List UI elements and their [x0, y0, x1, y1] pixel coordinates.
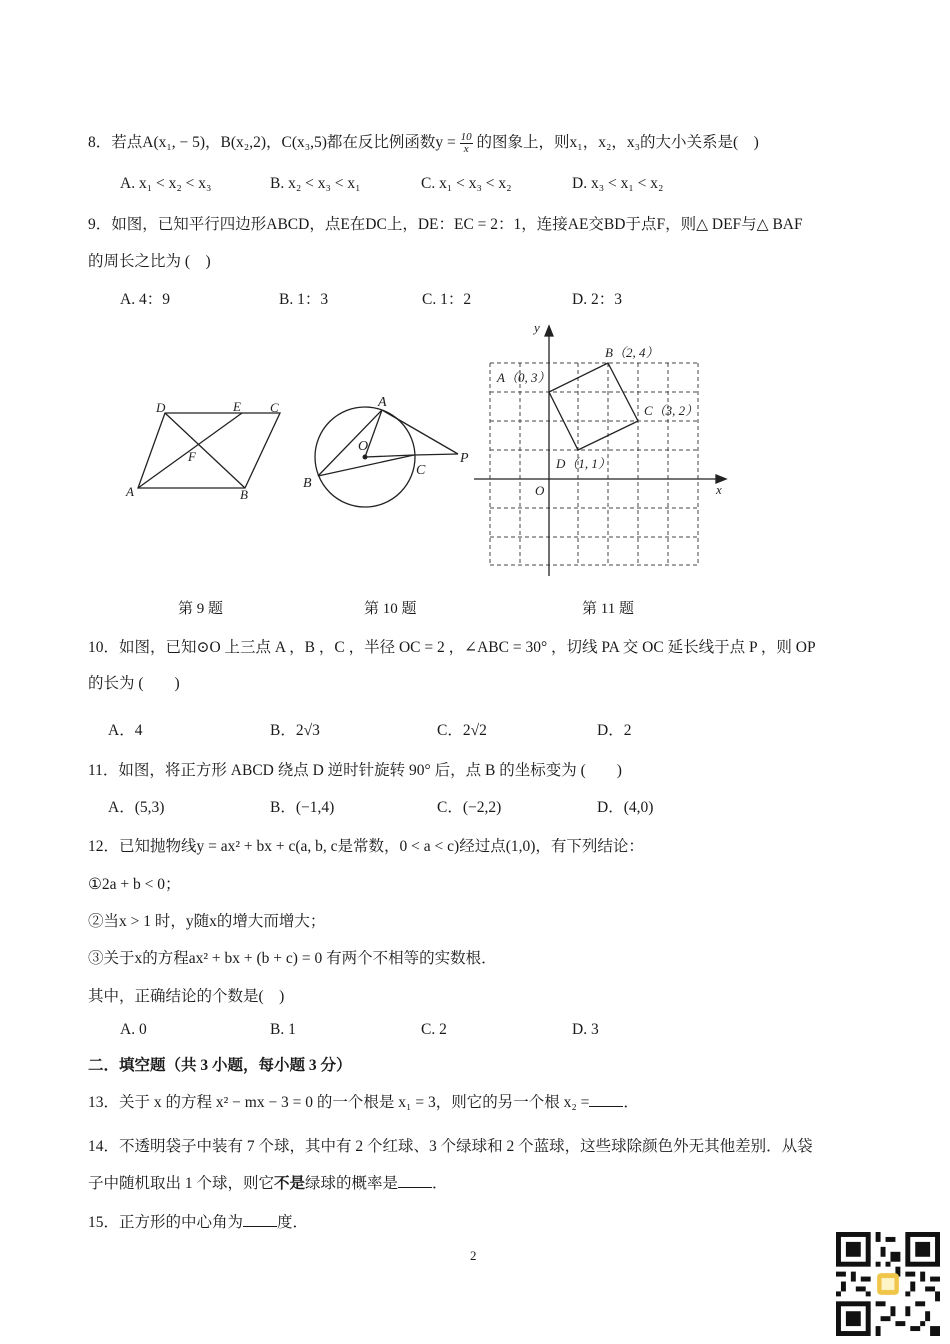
- fig9-label-f: F: [188, 449, 196, 464]
- q9-line1: 9．如图，已知平行四边形ABCD，点E在DC上，DE：EC = 2：1，连接AE交BD于点F，则△ DEF与△ BAF: [88, 216, 803, 233]
- q11-option-b: B．(−1,4): [270, 799, 335, 816]
- q12-conclusion-1: ①2a + b < 0；: [88, 876, 181, 893]
- q8-stem-a: 8．若点A(x₁, − 5)，B(x₂,2)，C(x₃,5)都在反比例函数y =: [88, 134, 456, 151]
- figure-11-coordinate-grid: [470, 318, 740, 583]
- q12-option-b: B. 1: [270, 1021, 296, 1038]
- q8-stem: [88, 130, 759, 155]
- fig10-label-b: B: [303, 476, 312, 491]
- q8-stem-b: 的图象上，则x₁，x₂，x₃的大小关系是( ): [476, 134, 759, 151]
- fig10-caption: 第 10 题: [364, 601, 417, 617]
- q14-end: ．: [432, 1175, 448, 1192]
- q15-line: [88, 1210, 308, 1232]
- fig10-label-o: O: [358, 439, 369, 454]
- q15-blank: [243, 1212, 277, 1227]
- q9-option-b: B. 1：3: [279, 291, 329, 308]
- q10-option-b: B．2√3: [270, 722, 320, 739]
- fig9-label-e: E: [233, 399, 241, 414]
- q14-text-a: 子中随机取出 1 个球，则它: [88, 1175, 275, 1192]
- fig10-label-p: P: [460, 451, 469, 466]
- fig10-label-a: A: [378, 395, 387, 410]
- q8-option-d: D. x₃ < x₁ < x₂: [572, 175, 664, 192]
- fig11-label-b: B（2, 4）: [605, 345, 659, 360]
- q11-option-d: D．(4,0): [597, 799, 654, 816]
- fig9-caption: 第 9 题: [178, 601, 224, 617]
- square-abcd: [549, 363, 638, 450]
- fig9-label-b: B: [240, 487, 248, 502]
- figure-10-circle: [298, 390, 478, 515]
- q10-line1: 10．如图，已知⊙O 上三点 A ，B ，C ，半径 OC = 2 ，∠ABC = 30° ，切线 PA 交 OC 延长线于点 P ，则 OP: [88, 639, 816, 656]
- segment-bd: [165, 413, 245, 488]
- q14-blank: [398, 1173, 432, 1188]
- q14-text-b: 绿球的概率是: [305, 1175, 399, 1192]
- fig11-label-y: y: [534, 320, 540, 335]
- fig9-label-a: A: [126, 484, 134, 499]
- q8-option-c: C. x₁ < x₃ < x₂: [421, 175, 512, 192]
- q9-line2: 的周长之比为 ( ): [88, 253, 211, 270]
- q12-option-a: A. 0: [120, 1021, 147, 1038]
- center-dot: [363, 455, 368, 460]
- chord-ab: [318, 410, 382, 476]
- y-axis-arrow: [545, 326, 553, 336]
- q13-text: 13．关于 x 的方程 x² − mx − 3 = 0 的一个根是 x₁ = 3，则它的另一个根 x₂ =: [88, 1094, 590, 1111]
- fig11-label-c: C（3, 2）: [644, 403, 699, 418]
- page-number: 2: [470, 1248, 477, 1263]
- q12-option-d: D. 3: [572, 1021, 599, 1038]
- section-2-heading: 二．填空题（共 3 小题，每小题 3 分）: [88, 1057, 352, 1074]
- q12-question: 其中，正确结论的个数是( ): [88, 988, 285, 1005]
- q10-option-a: A．4: [108, 722, 143, 739]
- q8-fraction: [460, 132, 473, 155]
- q12-line1: 12．已知抛物线y = ax² + bx + c(a, b, c是常数，0 < a < c)经过点(1,0)，有下列结论：: [88, 838, 644, 855]
- fig11-label-x: x: [716, 482, 722, 497]
- q8-frac-num: 10: [460, 130, 472, 143]
- q14-line1: 14．不透明袋子中装有 7 个球，其中有 2 个红球、3 个绿球和 2 个蓝球，这些球除颜色外无其他差别．从袋: [88, 1138, 813, 1155]
- q9-option-d: D. 2：3: [572, 291, 622, 308]
- segment-cp: [414, 454, 458, 455]
- q8-option-a: A. x₁ < x₂ < x₃: [120, 175, 212, 192]
- q9-option-c: C. 1：2: [422, 291, 472, 308]
- q15-text: 15．正方形的中心角为: [88, 1214, 244, 1231]
- q12-conclusion-3: ③关于x的方程ax² + bx + (b + c) = 0 有两个不相等的实数根．: [88, 950, 497, 967]
- q14-line2: [88, 1171, 448, 1193]
- q10-option-d: D．2: [597, 722, 632, 739]
- fig11-label-d: D（1, 1）: [556, 456, 611, 471]
- q14-bold-text: 不是: [274, 1175, 306, 1192]
- fig9-label-c: C: [270, 400, 279, 415]
- q10-line2: 的长为 ( ): [88, 675, 180, 692]
- fig11-caption: 第 11 题: [582, 601, 634, 617]
- q11-option-c: C．(−2,2): [437, 799, 502, 816]
- tangent-pa: [382, 410, 458, 454]
- q15-end: 度．: [277, 1214, 309, 1231]
- fig9-label-d: D: [156, 400, 166, 415]
- q12-conclusion-2: ②当x > 1 时，y随x的增大而增大；: [88, 913, 326, 930]
- fig11-label-origin: O: [535, 483, 545, 498]
- q10-option-c: C．2√2: [437, 722, 487, 739]
- figure-9-parallelogram: [120, 395, 300, 505]
- q13-blank: [589, 1092, 623, 1107]
- fig11-label-a: A（0, 3）: [497, 370, 551, 385]
- q11-line1: 11．如图，将正方形 ABCD 绕点 D 逆时针旋转 90° 后，点 B 的坐标变为 ( ): [88, 762, 622, 779]
- q12-option-c: C. 2: [421, 1021, 447, 1038]
- q11-option-a: A．(5,3): [108, 799, 165, 816]
- q13-end: ．: [623, 1094, 639, 1111]
- q9-option-a: A. 4：9: [120, 291, 170, 308]
- qr-code-image: [836, 1232, 940, 1336]
- fig10-label-c: C: [416, 463, 426, 478]
- q8-option-b: B. x₂ < x₃ < x₁: [270, 175, 361, 192]
- parallelogram-abcd: [138, 413, 280, 488]
- q13-line: [88, 1090, 639, 1112]
- q8-frac-den: x: [463, 142, 469, 155]
